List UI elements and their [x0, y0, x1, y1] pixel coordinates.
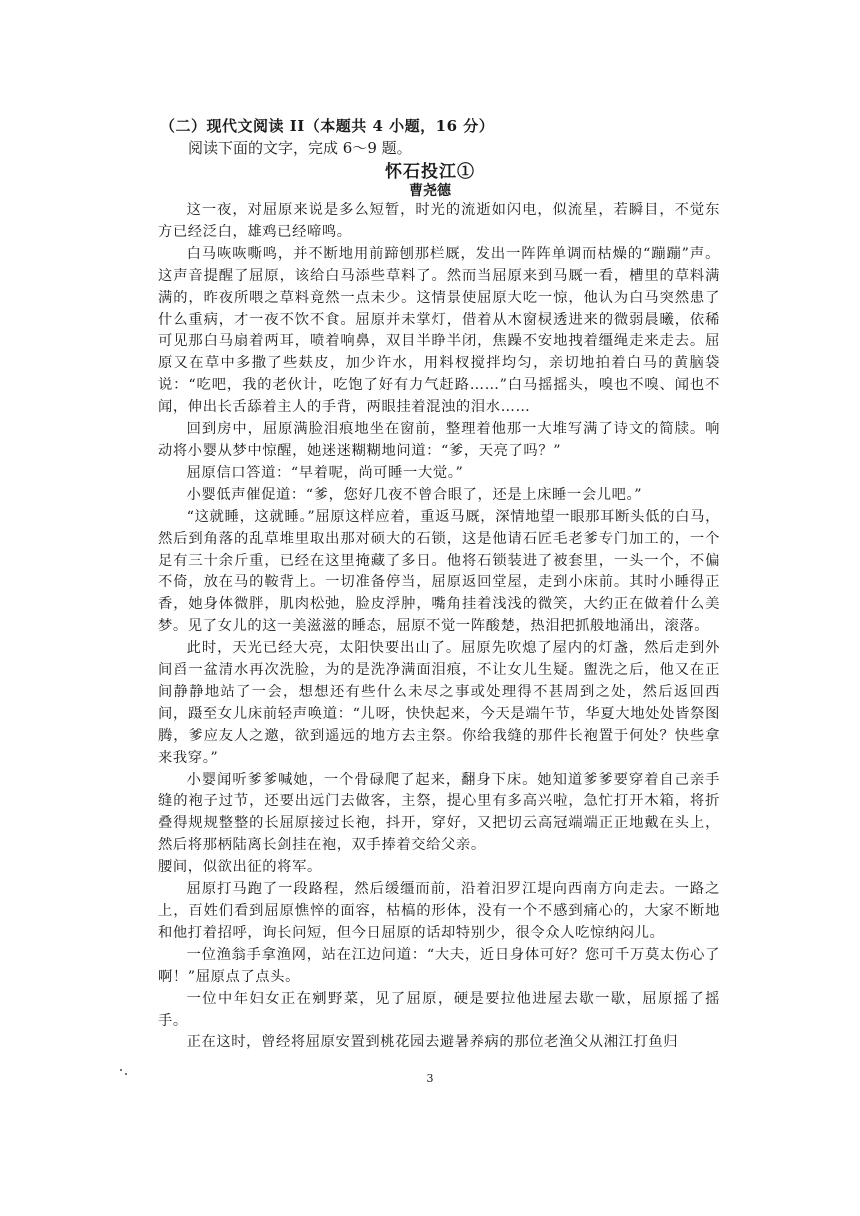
paragraph: 白马咴咴嘶鸣，并不断地用前蹄刨那栏厩，发出一阵阵单调而枯燥的“蹦蹦”声。这声音提醒了屈原，该给白马添些草料了。然而当屈原来到马厩一看，槽里的草料满满的，昨夜所喂之草料竟然一点未少。这情景使屈原大吃一惊，他认为白马突然患了什么重病，才一夜不饮不食。屈原并未掌灯，借着从木窗棂透进来的微弱晨曦，依稀可见那白马扇着两耳，喷着响鼻，双目半睁半闭，焦躁不安地拽着缰绳走来走去。屈原又在草中多撒了些麸皮，加少许水，用料杈搅拌均匀，亲切地拍着白马的黄脑袋说：“吃吧，我的老伙计，吃饱了好有力气赶路……”白马摇摇头，嗅也不嗅、闻也不闻，伸出长舌舔着主人的手背，两眼挂着混浊的泪水……: [158, 245, 720, 416]
scan-speck: [125, 1073, 127, 1075]
paragraph: 正在这时，曾经将屈原安置到桃花园去避暑养病的那位老渔父从湘江打鱼归: [186, 1034, 679, 1051]
paragraph: 一位渔翁手拿渔网，站在江边问道：“大夫，近日身体可好？您可千万莫太伤心了啊！”屈原点了点头。: [158, 946, 720, 985]
paragraph: 回到房中，屈原满脸泪痕地坐在窗前，整理着他那一大堆写满了诗文的简牍。响动将小婴从梦中惊醒，她迷迷糊糊地问道：“爹，天亮了吗？”: [158, 421, 720, 459]
page-number: 3: [426, 1072, 434, 1085]
paragraph: 这一夜，对屈原来说是多么短暂，时光的流逝如闪电，似流星，若瞬目，不觉东方已经泛白，雄鸡已经啼鸣。: [158, 202, 720, 240]
scan-speck: [120, 1069, 122, 1071]
instruction-text: 阅读下面的文字，完成 6～9 题。: [188, 139, 412, 157]
article-title: 怀石投江①: [385, 162, 475, 182]
paragraph: 小婴闻听爹爹喊她，一个骨碌爬了起来，翻身下床。她知道爹爹要穿着自己亲手缝的袍子过节，还要出远门去做客，主祭，提心里有多高兴啦，急忙打开木箱，将折叠得规规整整的长屈原接过长袍，抖开，穿好，又把切云高冠端端正正地戴在头上，然后将那柄陆离长剑挂在袍，双手捧着交给父亲。: [158, 771, 720, 854]
paragraph: 一位中年妇女正在剜野菜，见了屈原，硬是要拉他进屋去歇一歇，屈原摇了摇手。: [158, 990, 720, 1029]
article-author: 曹尧德: [409, 183, 451, 199]
section-heading: （二）现代文阅读 II（本题共 4 小题，16 分）: [160, 117, 495, 135]
paragraph: “这就睡，这就睡。”屈原这样应着，重返马厩，深情地望一眼那耳断头低的白马，然后到角落的乱草堆里取出那对硕大的石锁，这是他请石匠毛老爹专门加工的，一个足有三十余斤重，已经在这里掩藏了多日。他将石锁装进了被套里，一头一个，不偏不倚，放在马的鞍背上。一切准备停当，屈原返回堂屋，走到小床前。其时小睡得正香，她身体微胖，肌肉松弛，脸皮浮肿，嘴角挂着浅浅的微笑，大约正在做着什么美梦。见了女儿的这一美滋滋的睡态，屈原不觉一阵酸楚，热泪把抓般地涌出，滚落。: [158, 508, 720, 635]
paragraph: 小婴低声催促道：“爹，您好几夜不曾合眼了，还是上床睡一会儿吧。”: [186, 486, 643, 503]
paragraph: 腰间，似欲出征的将军。: [158, 859, 322, 876]
paragraph: 此时，天光已经大亮，太阳快要出山了。屈原先吹熄了屋内的灯盏，然后走到外间舀一盆清水再次洗脸，为的是洗净满面泪痕，不让女儿生疑。盥洗之后，他又在正间静静地站了一会，想想还有些什么未尽之事或处理得不甚周到之处，然后返回西间，蹑至女儿床前轻声唤道：“儿呀，快快起来，今天是端午节，华夏大地处处皆祭图腾，爹应友人之邀，欲到遥远的地方去主祭。你给我缝的那件长袍置于何处？快些拿来我穿。”: [158, 640, 720, 766]
article-body: [158, 200, 720, 1054]
paragraph: 屈原打马跑了一段路程，然后缓缰而前，沿着汨罗江堤向西南方向走去。一路之上，百姓们看到屈原憔悴的面容，枯槁的形体，没有一个不感到痛心的，大家不断地和他打着招呼，询长问短，但今日屈原的话却特别少，很令众人吃惊纳闷儿。: [158, 881, 720, 941]
paragraph: 屈原信口答道：“早着呢，尚可睡一大觉。”: [186, 464, 464, 481]
